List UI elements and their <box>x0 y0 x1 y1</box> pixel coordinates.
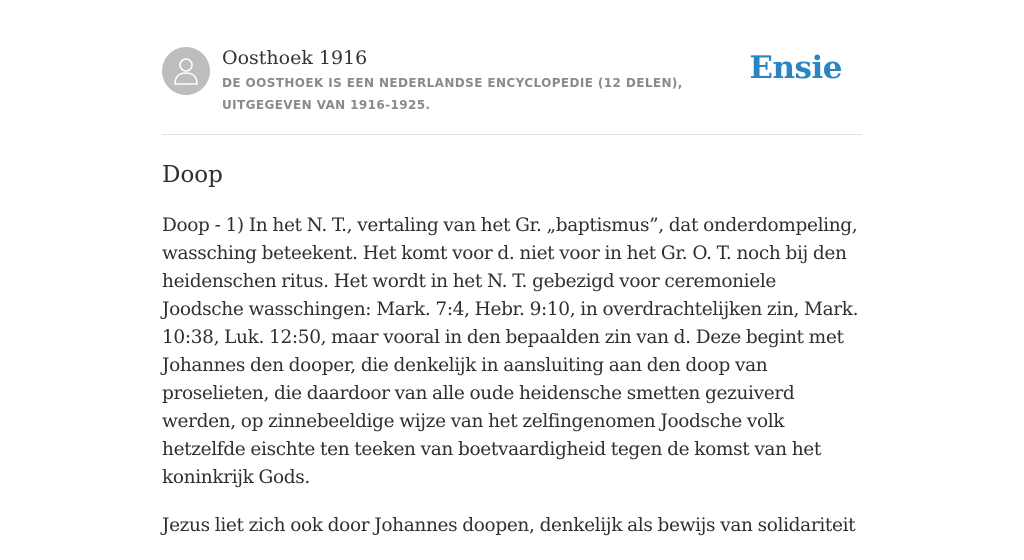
article-body <box>162 212 862 560</box>
source-info <box>222 44 762 116</box>
source-description: DE OOSTHOEK IS EEN NEDERLANDSE ENCYCLOPEDIE (12 DELEN), UITGEGEVEN VAN 1916-1925. <box>222 76 683 112</box>
source-header <box>162 0 862 135</box>
content-container <box>162 0 862 536</box>
source-title[interactable]: Oosthoek 1916 <box>222 47 368 69</box>
user-icon <box>172 56 200 86</box>
article-paragraph: Doop - 1) In het N. T., vertaling van het Gr. „baptismus”, dat onderdompeling, wassching beteekent. Het komt voor d. niet voor in het Gr. O. T. noch bij den heidenschen ritus. Het wordt in het N. T. gebezigd voor ceremoniele Joodsche wasschingen: Mark. 7:4, Hebr. 9:10, in overdrachtelijken zin, Mark. 10:38, Luk. 12:50, maar vooral in den bepaalden zin van d. Deze begint met Johannes den dooper, die denkelijk in aansluiting aan den doop van proselieten, die daardoor van alle oude heidensche smetten gezuiverd werden, op zinnebeeldige wijze van het zelfingenomen Joodsche volk hetzelfde eischte ten teeken van boetvaardigheid tegen de komst van het koninkrijk Gods. <box>162 215 859 488</box>
article-title: Doop <box>162 162 223 188</box>
ensie-logo[interactable]: Ensie <box>749 50 842 86</box>
source-avatar <box>162 47 210 95</box>
article-paragraph: Jezus liet zich ook door Johannes doopen, denkelijk als bewijs van solidariteit <box>162 515 856 536</box>
